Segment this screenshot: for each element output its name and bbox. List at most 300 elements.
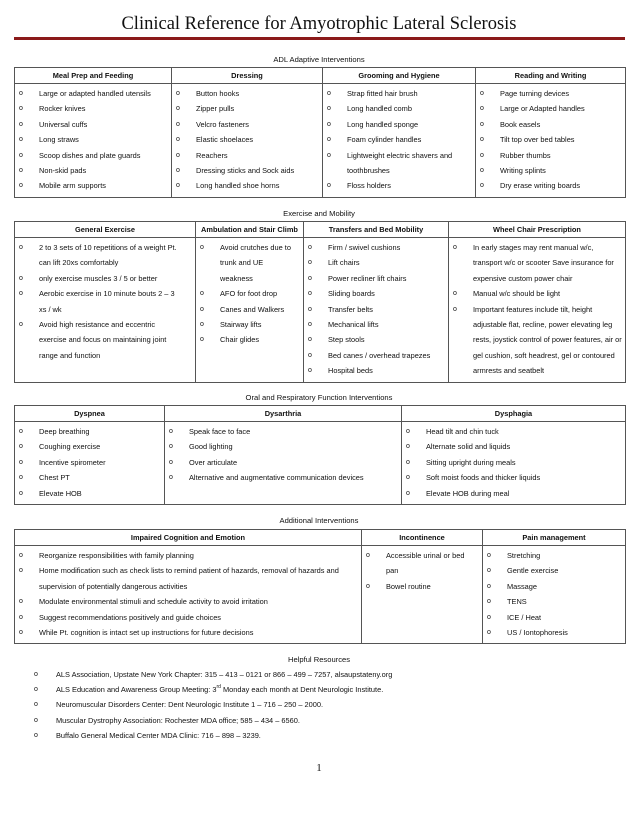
bullet-icon: o	[176, 105, 180, 113]
item-text: Alternative and augmentative communication devices	[189, 473, 364, 483]
item-text: Chair glides	[220, 335, 260, 345]
item-text: Button hooks	[196, 89, 240, 98]
column-header: Dressing	[172, 68, 323, 84]
cell-content	[483, 546, 625, 643]
item-text: ICE / Heat	[507, 612, 542, 622]
item-text: armrests and seatbelt	[473, 366, 545, 376]
item-text: Non-skid pads	[39, 165, 87, 175]
item-text: Step stools	[328, 335, 365, 345]
list-item	[172, 132, 322, 147]
column-header: Impaired Cognition and Emotion	[15, 530, 362, 546]
item-text: rests, joystick control of power features, air or	[473, 335, 622, 345]
bullet-icon: o	[200, 290, 204, 298]
bullet-icon: o	[406, 428, 410, 435]
list-item	[15, 286, 195, 301]
list-item	[449, 317, 625, 332]
list-item	[15, 455, 164, 470]
list-item	[304, 240, 448, 255]
list-item	[172, 101, 322, 116]
list-item	[476, 86, 625, 101]
column-header: Dysarthria	[165, 406, 402, 422]
item-text: Sitting upright during meals	[426, 457, 516, 467]
bullet-icon: o	[308, 305, 312, 313]
item-text: exercise and focus on maintaining joint	[39, 335, 167, 345]
item-text: Sliding boards	[328, 289, 375, 299]
bullet-icon: o	[19, 105, 23, 113]
bullet-icon: o	[327, 105, 331, 113]
item-text: TENS	[507, 597, 527, 607]
bullet-icon: o	[19, 166, 23, 174]
item-text: Coughing exercise	[39, 442, 101, 452]
bullet-icon: o	[366, 582, 370, 590]
list-item	[323, 163, 475, 178]
bullet-icon: o	[19, 136, 23, 144]
list-item	[15, 101, 171, 116]
column-cell	[362, 546, 483, 644]
bullet-icon: o	[327, 90, 331, 97]
bullet-icon: o	[200, 336, 204, 344]
column-cell	[196, 238, 304, 383]
column-header: General Exercise	[15, 222, 196, 238]
bullet-icon: o	[19, 489, 23, 497]
item-text: Page turning devices	[500, 89, 570, 98]
bullet-icon: o	[19, 458, 23, 466]
list-item	[15, 548, 361, 563]
item-text: transport w/c or scooter Save insurance for	[473, 258, 614, 268]
bullet-icon: o	[176, 90, 180, 97]
item-text: Incentive spirometer	[39, 457, 106, 467]
item-text: Mechanical lifts	[328, 319, 379, 329]
list-item	[476, 148, 625, 163]
bullet-icon: o	[34, 716, 38, 724]
item-text: Scoop dishes and plate guards	[39, 150, 141, 160]
list-item	[15, 439, 164, 454]
item-text: Over articulate	[189, 457, 238, 467]
list-item	[165, 439, 401, 454]
list-item	[15, 148, 171, 163]
bullet-icon: o	[19, 552, 23, 559]
resource-text: Muscular Dystrophy Association: Rochester MDA office; 585 – 434 – 6560.	[56, 715, 300, 725]
bullet-icon: o	[480, 120, 484, 128]
item-text: Alternate solid and liquids	[426, 442, 511, 452]
list-item	[449, 363, 625, 378]
bullet-icon: o	[169, 428, 173, 435]
column-header: Wheel Chair Prescription	[449, 222, 626, 238]
list-item	[476, 101, 625, 116]
bullet-icon: o	[487, 613, 491, 621]
bullet-icon: o	[19, 182, 23, 190]
list-item	[483, 548, 625, 563]
column-header: Pain management	[483, 530, 626, 546]
bullet-icon: o	[480, 90, 484, 97]
additional-table	[14, 529, 626, 644]
item-text: Firm / swivel cushions	[328, 243, 401, 252]
item-text: Chest PT	[39, 473, 70, 483]
bullet-icon: o	[327, 120, 331, 128]
item-text: Elastic shoelaces	[196, 135, 254, 145]
list-item	[323, 101, 475, 116]
list-item	[449, 332, 625, 347]
column-header: Ambulation and Stair Climb	[196, 222, 304, 238]
list-item	[402, 470, 625, 485]
item-text: Universal cuffs	[39, 119, 88, 129]
bullet-icon: o	[19, 320, 23, 328]
list-item	[15, 424, 164, 439]
list-item	[15, 255, 195, 270]
list-item	[483, 610, 625, 625]
bullet-icon: o	[34, 686, 38, 694]
item-text: Stairway lifts	[220, 319, 262, 329]
resource-text-part: Monday each month at Dent Neurologic Institute.	[220, 685, 384, 695]
bullet-icon: o	[176, 120, 180, 128]
bullet-icon: o	[19, 120, 23, 128]
list-item	[15, 486, 164, 501]
column-header: Meal Prep and Feeding	[15, 68, 172, 84]
bullet-icon: o	[176, 182, 180, 190]
list-item	[402, 455, 625, 470]
item-text: Hospital beds	[328, 366, 373, 376]
item-text: In early stages may rent manual w/c,	[473, 243, 594, 252]
bullet-icon: o	[453, 305, 457, 313]
bullet-icon: o	[34, 671, 38, 678]
list-item	[15, 579, 361, 594]
item-text: toothbrushes	[347, 165, 390, 175]
item-text: Writing splints	[500, 165, 546, 175]
cell-content	[304, 238, 448, 382]
list-item	[323, 148, 475, 163]
list-item	[449, 255, 625, 270]
bullet-icon: o	[200, 305, 204, 313]
bullet-icon: o	[487, 552, 491, 559]
oral-heading: Oral and Respiratory Function Interventions	[245, 393, 393, 402]
list-item	[304, 255, 448, 270]
column-header: Incontinence	[362, 530, 483, 546]
list-item	[15, 470, 164, 485]
bullet-icon: o	[308, 336, 312, 344]
bullet-icon: o	[169, 458, 173, 466]
bullet-icon: o	[308, 367, 312, 375]
list-item	[165, 470, 401, 485]
list-item	[15, 86, 171, 101]
list-item	[476, 117, 625, 132]
item-text: Home modification such as check lists to remind patient of hazards, removal of hazards and	[39, 566, 339, 576]
list-item	[402, 439, 625, 454]
column-header: Reading and Writing	[476, 68, 626, 84]
list-item	[323, 132, 475, 147]
item-text: adjustable flat, recline, power elevating leg	[473, 319, 613, 329]
column-cell	[172, 84, 323, 198]
bullet-icon: o	[308, 290, 312, 298]
resources-heading: Helpful Resources	[287, 655, 351, 664]
column-cell	[449, 238, 626, 383]
item-text: Power recliner lift chairs	[328, 273, 407, 283]
list-item	[15, 317, 195, 332]
item-text: Long handled comb	[347, 104, 412, 114]
bullet-icon: o	[200, 244, 204, 251]
item-text: only exercise muscles 3 / 5 or better	[39, 273, 158, 283]
item-text: Foam cylinder handles	[347, 135, 422, 145]
bullet-icon: o	[406, 489, 410, 497]
item-text: can lift 20xs comfortably	[39, 258, 119, 268]
cell-content	[362, 546, 482, 643]
bullet-icon: o	[327, 136, 331, 144]
list-item	[15, 163, 171, 178]
item-text: Massage	[507, 581, 537, 591]
list-item	[172, 117, 322, 132]
item-text: supervision of potentially dangerous activities	[39, 581, 188, 591]
bullet-icon: o	[19, 598, 23, 606]
bullet-icon: o	[19, 90, 23, 97]
bullet-icon: o	[200, 320, 204, 328]
list-item	[15, 178, 171, 193]
title-underline	[14, 37, 625, 40]
list-item	[449, 286, 625, 301]
list-item	[483, 625, 625, 640]
list-item	[165, 424, 401, 439]
item-text: Speak face to face	[189, 427, 251, 436]
bullet-icon: o	[487, 567, 491, 575]
cell-content	[449, 238, 625, 382]
cell-content	[323, 84, 475, 197]
item-text: Dry erase writing boards	[500, 181, 581, 191]
list-item	[15, 563, 361, 578]
item-text: Book easels	[500, 119, 541, 129]
item-text: AFO for foot drop	[220, 289, 278, 299]
item-text: 2 to 3 sets of 10 repetitions of a weight Pt.	[39, 243, 177, 252]
list-item	[196, 255, 303, 270]
item-text: weakness	[220, 273, 253, 283]
column-cell	[476, 84, 626, 198]
item-text: Long straws	[39, 135, 79, 145]
item-text: Canes and Walkers	[220, 304, 285, 314]
bullet-icon: o	[176, 151, 180, 159]
adl-heading: ADL Adaptive Interventions	[273, 55, 365, 64]
cell-content	[196, 238, 303, 382]
list-item	[196, 240, 303, 255]
item-text: Strap fitted hair brush	[347, 89, 418, 98]
exercise-table	[14, 221, 626, 383]
list-item	[483, 594, 625, 609]
item-text: Mobile arm supports	[39, 181, 106, 191]
resource-text	[56, 682, 383, 697]
item-text: Elevate HOB during meal	[426, 488, 510, 498]
list-item	[304, 271, 448, 286]
item-text: Large or adapted handled utensils	[39, 89, 151, 98]
list-item	[483, 579, 625, 594]
bullet-icon: o	[19, 628, 23, 636]
item-text: Lift chairs	[328, 258, 360, 268]
item-text: Floss holders	[347, 181, 391, 191]
list-item	[449, 302, 625, 317]
column-cell	[15, 546, 362, 644]
list-item	[362, 548, 482, 563]
item-text: Transfer belts	[328, 304, 373, 314]
list-item	[304, 317, 448, 332]
bullet-icon: o	[480, 166, 484, 174]
bullet-icon: o	[406, 474, 410, 482]
list-item	[362, 563, 482, 578]
bullet-icon: o	[327, 182, 331, 190]
bullet-icon: o	[480, 151, 484, 159]
list-item	[304, 363, 448, 378]
bullet-icon: o	[19, 474, 23, 482]
column-cell	[15, 238, 196, 383]
bullet-icon: o	[366, 552, 370, 559]
list-item	[304, 286, 448, 301]
list-item	[15, 271, 195, 286]
list-item	[15, 625, 361, 640]
list-item	[15, 240, 195, 255]
item-text: Bowel routine	[386, 581, 431, 591]
list-item	[196, 286, 303, 301]
cell-content	[15, 238, 195, 382]
bullet-icon: o	[487, 628, 491, 636]
list-item	[172, 163, 322, 178]
item-text: Large or Adapted handles	[500, 104, 585, 114]
list-item	[323, 117, 475, 132]
bullet-icon: o	[487, 598, 491, 606]
item-text: Gentle exercise	[507, 566, 559, 576]
bullet-icon: o	[19, 244, 23, 251]
resource-text: ALS Association, Upstate New York Chapter: 315 – 413 – 0121 or 866 – 499 – 7257, alsaupstateny.org	[56, 670, 393, 679]
list-item	[362, 579, 482, 594]
resource-text: Neuromuscular Disorders Center: Dent Neurologic Institute 1 – 716 – 250 – 2000.	[56, 700, 324, 710]
bullet-icon: o	[169, 443, 173, 451]
list-item	[196, 332, 303, 347]
list-item	[323, 86, 475, 101]
bullet-icon: o	[169, 474, 173, 482]
bullet-icon: o	[453, 244, 457, 251]
column-header: Transfers and Bed Mobility	[304, 222, 449, 238]
additional-heading: Additional Interventions	[279, 516, 359, 525]
bullet-icon: o	[19, 290, 23, 298]
cell-content	[476, 84, 625, 197]
bullet-icon: o	[487, 582, 491, 590]
item-text: Deep breathing	[39, 427, 90, 436]
item-text: xs / wk	[39, 304, 62, 314]
column-header: Grooming and Hygiene	[323, 68, 476, 84]
list-item	[476, 178, 625, 193]
column-cell	[165, 422, 402, 505]
column-cell	[15, 84, 172, 198]
item-text: Lightweight electric shavers and	[347, 150, 453, 160]
bullet-icon: o	[308, 274, 312, 282]
list-item	[15, 117, 171, 132]
list-item	[304, 332, 448, 347]
item-text: Reorganize responsibilities with family planning	[39, 551, 194, 560]
bullet-icon: o	[19, 613, 23, 621]
list-item	[304, 348, 448, 363]
bullet-icon: o	[453, 290, 457, 298]
cell-content	[15, 84, 171, 197]
list-item	[15, 302, 195, 317]
page-number: 1	[316, 762, 322, 774]
list-item	[402, 486, 625, 501]
item-text: Rocker knives	[39, 104, 86, 114]
bullet-icon: o	[19, 567, 23, 575]
item-text: Tilt top over bed tables	[500, 135, 575, 145]
bullet-icon: o	[308, 244, 312, 251]
bullet-icon: o	[480, 136, 484, 144]
item-text: Aerobic exercise in 10 minute bouts 2 – 3	[39, 289, 175, 299]
adl-table	[14, 67, 626, 198]
bullet-icon: o	[308, 320, 312, 328]
bullet-icon: o	[19, 274, 23, 282]
item-text: Long handled shoe horns	[196, 181, 280, 191]
bullet-icon: o	[34, 701, 38, 709]
item-text: Manual w/c should be light	[473, 289, 561, 299]
item-text: Reachers	[196, 150, 228, 160]
bullet-icon: o	[176, 136, 180, 144]
item-text: Accessible urinal or bed	[386, 551, 465, 560]
list-item	[196, 302, 303, 317]
item-text: Zipper pulls	[196, 104, 235, 114]
item-text: Soft moist foods and thicker liquids	[426, 473, 541, 483]
cell-content	[402, 422, 625, 504]
list-item	[483, 563, 625, 578]
list-item	[304, 302, 448, 317]
bullet-icon: o	[480, 105, 484, 113]
bullet-icon: o	[34, 731, 38, 739]
column-header: Dysphagia	[402, 406, 626, 422]
oral-table	[14, 405, 626, 505]
list-item	[172, 86, 322, 101]
cell-content	[172, 84, 322, 197]
cell-content	[15, 422, 164, 504]
list-item	[15, 348, 195, 363]
list-item	[476, 132, 625, 147]
item-text: pan	[386, 566, 399, 576]
column-cell	[483, 546, 626, 644]
ordinal-suffix: rd	[216, 684, 221, 691]
list-item	[449, 240, 625, 255]
item-text: Avoid crutches due to	[220, 243, 291, 252]
item-text: Modulate environmental stimuli and schedule activity to avoid irritation	[39, 597, 268, 607]
item-text: Suggest recommendations positively and guide choices	[39, 612, 221, 622]
item-text: US / Iontophoresis	[507, 627, 568, 637]
list-item	[196, 271, 303, 286]
bullet-icon: o	[406, 443, 410, 451]
exercise-heading: Exercise and Mobility	[283, 209, 355, 218]
resource-text-part: ALS Education and Awareness Group Meeting: 3	[56, 685, 217, 695]
item-text: Good lighting	[189, 442, 233, 452]
list-item	[15, 332, 195, 347]
list-item	[15, 610, 361, 625]
item-text: Important features include tilt, height	[473, 304, 593, 314]
cell-content	[165, 422, 401, 504]
list-item	[165, 455, 401, 470]
bullet-icon: o	[406, 458, 410, 466]
item-text: Stretching	[507, 551, 541, 560]
item-text: gel cushion, soft headrest, gel or contoured	[473, 350, 615, 360]
item-text: Elevate HOB	[39, 488, 82, 498]
item-text: Avoid high resistance and eccentric	[39, 319, 156, 329]
resource-text: Buffalo General Medical Center MDA Clinic: 716 – 898 – 3239.	[56, 730, 261, 740]
list-item	[172, 148, 322, 163]
item-text: trunk and UE	[220, 258, 264, 268]
item-text: range and function	[39, 350, 101, 360]
list-item	[402, 424, 625, 439]
column-cell	[323, 84, 476, 198]
page-title: Clinical Reference for Amyotrophic Lateral Sclerosis	[121, 14, 517, 34]
column-cell	[304, 238, 449, 383]
item-text: Dressing sticks and Sock aids	[196, 165, 295, 175]
bullet-icon: o	[308, 259, 312, 267]
column-header: Dyspnea	[15, 406, 165, 422]
bullet-icon: o	[19, 428, 23, 435]
bullet-icon: o	[308, 351, 312, 359]
list-item	[323, 178, 475, 193]
